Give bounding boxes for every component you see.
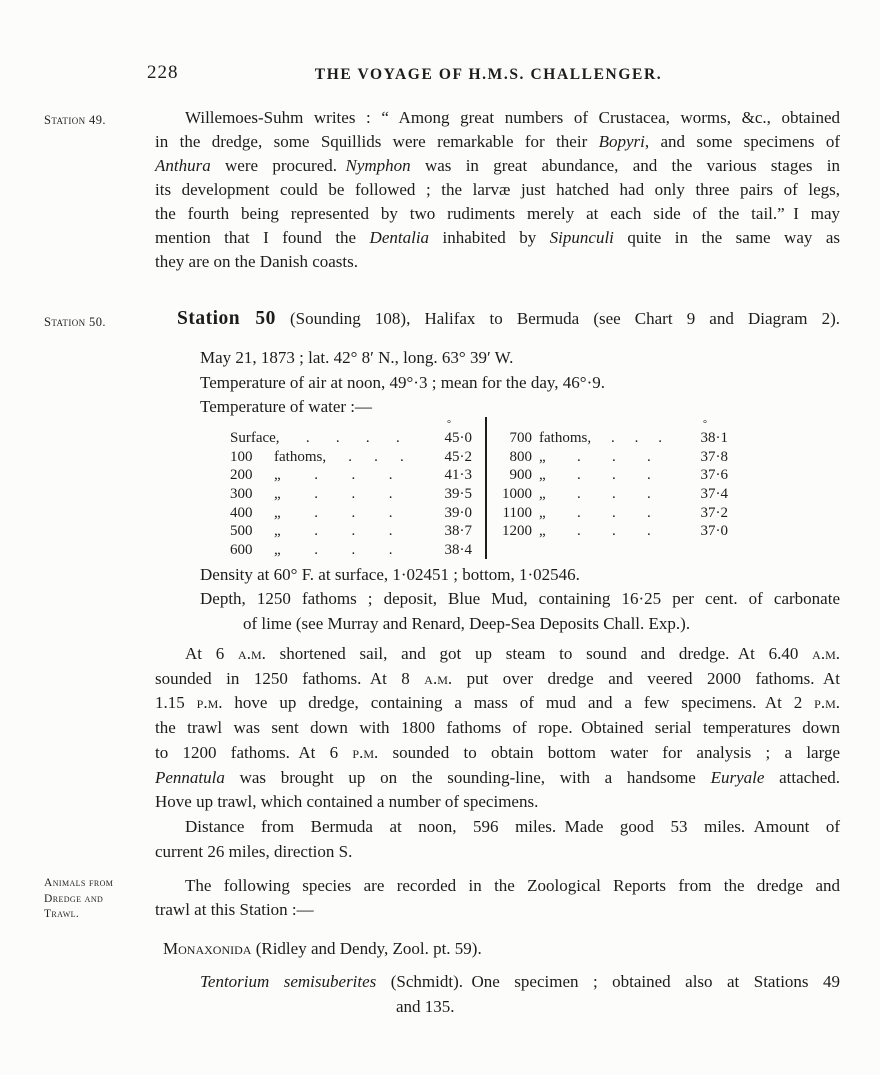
depth-label <box>498 467 546 484</box>
text-segment: 1.15 <box>155 693 197 713</box>
text-line <box>155 612 840 636</box>
text-line <box>155 346 840 371</box>
leader-dot: . <box>388 467 393 484</box>
text-line <box>155 106 840 130</box>
depth-value: 100 <box>230 448 253 465</box>
depth-value: 800 <box>509 448 532 465</box>
italic-text: Sipunculi <box>549 228 614 247</box>
leader-dot: . <box>388 504 393 521</box>
text-segment: Depth, 1250 fathoms ; deposit, Blue Mud, containing 16·25 per cent. of carbonate <box>200 589 840 609</box>
leader-dot: . <box>646 448 651 465</box>
depth-value: 1000 <box>502 486 532 503</box>
dot-leader <box>591 430 682 447</box>
smallcaps-text: Monaxonida <box>163 939 252 958</box>
depth-value: 500 <box>230 523 253 540</box>
leader-dot: . <box>351 542 356 559</box>
depth-value: Surface, <box>230 430 280 446</box>
depth-value: 600 <box>230 542 253 559</box>
ditto-mark: „ <box>539 523 546 540</box>
leader-dot: . <box>388 542 393 559</box>
text-segment: they are on the Danish coasts. <box>155 252 358 271</box>
temperature-value: 37·2 <box>700 504 728 521</box>
text-segment: , and some specimens of <box>644 132 841 151</box>
leader-dot: . <box>576 486 581 503</box>
text-line <box>200 995 840 1020</box>
text-line <box>155 250 840 274</box>
margin-note-animals <box>44 876 154 923</box>
dot-leader <box>546 486 682 503</box>
text-segment: was in great abundance, and the various stages in <box>410 156 840 175</box>
leader-dot: . <box>576 448 581 465</box>
italic-text: Nymphon <box>345 156 411 175</box>
depth-value: 1100 <box>502 504 532 521</box>
depth-label <box>230 542 281 559</box>
text-line <box>155 667 840 692</box>
station-50-heading <box>155 307 840 331</box>
leader-dot: . <box>388 486 393 503</box>
temp-table-right-column <box>498 416 728 561</box>
ditto-mark: „ <box>274 542 281 559</box>
ditto-mark: „ <box>539 504 546 521</box>
smallcaps-text: p.m. <box>196 693 223 713</box>
text-segment: of lime (see Murray and Renard, Deep-Sea Deposits Chall. Exp.). <box>243 613 691 633</box>
leader-dot: . <box>388 523 393 540</box>
depth-unit: fathoms, <box>539 430 592 446</box>
depth-label <box>230 505 281 522</box>
text-segment: in the dredge, some Squillids were remarkable for their <box>155 132 599 151</box>
depth-unit: fathoms, <box>274 448 327 465</box>
ditto-mark: „ <box>274 504 281 521</box>
ditto-mark: „ <box>274 523 281 540</box>
dot-leader <box>281 505 426 522</box>
text-line <box>155 716 840 741</box>
leader-dot: . <box>611 486 616 503</box>
leader-dot: . <box>611 504 616 521</box>
smallcaps-text: a.m. <box>812 644 840 663</box>
dot-leader <box>281 542 426 559</box>
table-divider-rule <box>485 417 487 559</box>
temp-table-left-column <box>230 416 472 561</box>
temperature-value: 38·1 <box>700 430 728 446</box>
temperature-value: 41·3 <box>444 467 472 484</box>
temp-row <box>498 467 728 486</box>
temp-row <box>230 542 472 561</box>
degree-header-row <box>498 416 728 430</box>
leader-dot: . <box>646 486 651 503</box>
text-segment: current 26 miles, direction S. <box>155 841 353 861</box>
leader-dot: . <box>351 486 356 503</box>
italic-text: Dentalia <box>369 228 430 247</box>
leader-dot: . <box>576 504 581 521</box>
leader-dot: . <box>365 430 370 446</box>
depth-value: 400 <box>230 504 253 521</box>
depth-label <box>498 486 546 503</box>
leader-dot: . <box>374 448 378 465</box>
text-segment: Distance from Bermuda at noon, 596 miles. Made good 53 miles. Amount of <box>185 816 840 836</box>
leader-dot: . <box>314 467 318 484</box>
text-line <box>155 563 840 587</box>
temperature-value: 45·0 <box>444 430 472 446</box>
temperature-value: 39·0 <box>444 504 472 521</box>
leader-dot: . <box>400 448 404 465</box>
leader-dot: . <box>335 430 340 446</box>
temp-row <box>498 430 728 449</box>
text-segment: mention that I found the <box>155 228 370 247</box>
leader-dot: . <box>611 467 616 484</box>
leader-dot: . <box>305 430 310 446</box>
temp-row <box>498 523 728 542</box>
degree-symbol: ° <box>703 419 707 430</box>
margin-note-line: Animals from <box>44 877 114 889</box>
temperature-value: 45·2 <box>444 448 472 465</box>
italic-text: Anthura <box>155 156 211 175</box>
dot-leader <box>546 523 682 540</box>
degree-symbol: ° <box>447 419 451 430</box>
depth-value: 1200 <box>502 523 532 540</box>
dot-leader <box>546 505 682 522</box>
leader-dot: . <box>395 430 400 446</box>
text-segment: sounded in 1250 fathoms. At 8 <box>155 668 425 688</box>
leader-dot: . <box>348 448 352 465</box>
text-segment: to 1200 fathoms. At 6 <box>155 742 353 762</box>
page-number: 228 <box>147 62 179 83</box>
text-line <box>163 937 840 961</box>
text-line <box>155 815 840 840</box>
text-segment: (Ridley and Dendy, Zool. pt. 59). <box>251 939 482 958</box>
depth-label <box>498 449 546 466</box>
text-segment: (Sounding 108), Halifax to Bermuda (see Chart 9 and Diagram 2). <box>275 309 840 328</box>
leader-dot: . <box>351 523 356 540</box>
leader-dot: . <box>351 504 356 521</box>
text-segment: May 21, 1873 ; lat. 42° 8′ N., long. 63° 39′ W. <box>200 348 514 367</box>
heading-text: Station 50 <box>177 308 276 329</box>
leader-dot: . <box>611 523 616 540</box>
text-segment: trawl at this Station :— <box>155 900 314 919</box>
temp-row <box>498 486 728 505</box>
temperature-value: 38·4 <box>444 542 472 559</box>
leader-dot: . <box>610 430 615 446</box>
leader-dot: . <box>646 504 651 521</box>
italic-text: Bopyri <box>598 132 645 151</box>
temperature-value: 39·5 <box>444 486 472 503</box>
ditto-mark: „ <box>539 467 546 484</box>
smallcaps-text: a.m. <box>424 668 453 688</box>
text-line <box>155 130 840 154</box>
temp-row <box>230 486 472 505</box>
text-segment: (Schmidt). One specimen ; obtained also at Stations 49 <box>376 972 840 991</box>
text-line <box>155 642 840 667</box>
text-segment: and 135. <box>396 996 455 1016</box>
ditto-mark: „ <box>539 486 546 503</box>
leader-dot: . <box>351 467 356 484</box>
depth-label <box>230 486 281 503</box>
dot-leader <box>281 467 426 484</box>
text-line <box>155 790 840 815</box>
leader-dot: . <box>658 430 663 446</box>
paragraph-station-49 <box>155 106 840 274</box>
italic-text: Euryale <box>710 767 765 787</box>
text-segment: quite in the same way as <box>613 228 840 247</box>
water-temperature-table <box>230 416 728 561</box>
text-segment: shortened sail, and got up steam to sound and dredge. At 6.40 <box>265 644 813 663</box>
leader-dot: . <box>646 523 651 540</box>
text-segment: put over dredge and veered 2000 fathoms. At <box>452 668 840 688</box>
text-line <box>155 178 840 202</box>
temp-row <box>230 430 472 449</box>
text-segment: were procured. <box>210 156 346 175</box>
depth-label <box>230 523 281 540</box>
text-line <box>155 587 840 611</box>
text-segment: the trawl was sent down with 1800 fathoms of rope. Obtained serial temperatures down <box>155 718 840 738</box>
italic-text: Tentorium semisuberites <box>200 972 377 991</box>
monaxonida-heading <box>163 937 840 961</box>
dot-leader <box>281 486 426 503</box>
text-line <box>155 840 840 865</box>
temperature-value: 37·8 <box>700 448 728 465</box>
ditto-mark: „ <box>274 486 281 503</box>
depth-label <box>498 505 546 522</box>
depth-label <box>498 523 546 540</box>
dot-leader <box>546 449 682 466</box>
temperature-value: 38·7 <box>444 523 472 540</box>
text-line <box>155 202 840 226</box>
margin-note-line: Trawl. <box>44 908 80 920</box>
temp-row <box>230 523 472 542</box>
depth-value: 200 <box>230 467 253 484</box>
temp-row <box>230 505 472 524</box>
dot-leader <box>326 449 426 466</box>
text-segment: sounded to obtain bottom water for analysis ; a large <box>378 742 841 762</box>
text-segment: was brought up on the sounding-line, with a handsome <box>224 767 711 787</box>
degree-header-row <box>230 416 472 430</box>
temp-row <box>230 449 472 468</box>
text-line <box>155 874 840 898</box>
text-segment: At 6 <box>185 644 239 663</box>
observations-block <box>155 346 840 420</box>
text-segment: Temperature of water :— <box>200 397 373 417</box>
leader-dot: . <box>314 486 318 503</box>
text-line <box>155 898 840 922</box>
depth-label <box>230 467 281 484</box>
animals-intro-paragraph <box>155 874 840 922</box>
temp-row <box>230 467 472 486</box>
text-line <box>155 691 840 716</box>
running-title: THE VOYAGE OF H.M.S. CHALLENGER. <box>314 66 663 83</box>
temperature-value: 37·4 <box>700 486 728 503</box>
leader-dot: . <box>314 504 318 521</box>
smallcaps-text: p.m. <box>352 742 379 762</box>
dot-leader <box>281 523 426 540</box>
leader-dot: . <box>634 430 639 446</box>
smallcaps-text: a.m. <box>238 644 266 663</box>
narrative-paragraph <box>155 642 840 864</box>
text-line <box>155 741 840 766</box>
temperature-value: 37·0 <box>700 523 728 540</box>
margin-note-station-49: Station 49. <box>44 113 106 127</box>
temperature-value: 37·6 <box>700 467 728 484</box>
text-line <box>155 371 840 396</box>
density-depth-block <box>155 563 840 636</box>
margin-note-station-50: Station 50. <box>44 315 106 329</box>
text-line <box>200 970 840 995</box>
text-segment: Willemoes-Suhm writes : “ Among great numbers of Crustacea, worms, &c., obtained <box>185 108 840 127</box>
depth-value: 900 <box>509 467 532 484</box>
leader-dot: . <box>576 523 581 540</box>
ditto-mark: „ <box>539 448 546 465</box>
italic-text: Pennatula <box>155 767 225 787</box>
leader-dot: . <box>314 523 318 540</box>
dot-leader <box>280 430 426 447</box>
smallcaps-text: p.m. <box>814 693 840 713</box>
ditto-mark: „ <box>274 467 281 484</box>
margin-note-line: Dredge and <box>44 892 104 905</box>
species-entry <box>200 970 840 1019</box>
text-segment: attached. <box>764 767 840 787</box>
text-line <box>155 307 840 331</box>
text-segment: The following species are recorded in the Zoological Reports from the dredge and <box>185 876 840 895</box>
dot-leader <box>546 467 682 484</box>
text-segment: Hove up trawl, which contained a number of specimens. <box>155 792 539 812</box>
leader-dot: . <box>576 467 581 484</box>
depth-label <box>498 430 591 447</box>
text-line <box>155 766 840 791</box>
depth-label <box>230 449 326 466</box>
leader-dot: . <box>646 467 651 484</box>
leader-dot: . <box>611 448 616 465</box>
depth-value: 700 <box>509 430 532 446</box>
temp-row <box>498 449 728 468</box>
leader-dot: . <box>314 542 318 559</box>
text-line <box>155 226 840 250</box>
text-segment: the fourth being represented by two rudiments merely at each side of the tail.” I may <box>155 204 840 223</box>
temp-row <box>498 505 728 524</box>
depth-label <box>230 430 280 447</box>
text-line <box>155 154 840 178</box>
text-segment: hove up dredge, containing a mass of mud and a few specimens. At 2 <box>222 693 815 713</box>
text-segment: its development could be followed ; the larvæ just hatched had only three pairs of legs, <box>155 180 840 199</box>
text-segment: Temperature of air at noon, 49°·3 ; mean for the day, 46°·9. <box>200 372 605 392</box>
depth-value: 300 <box>230 486 253 503</box>
text-segment: Density at 60° F. at surface, 1·02451 ; bottom, 1·02546. <box>200 565 580 584</box>
text-segment: inhabited by <box>429 228 550 247</box>
